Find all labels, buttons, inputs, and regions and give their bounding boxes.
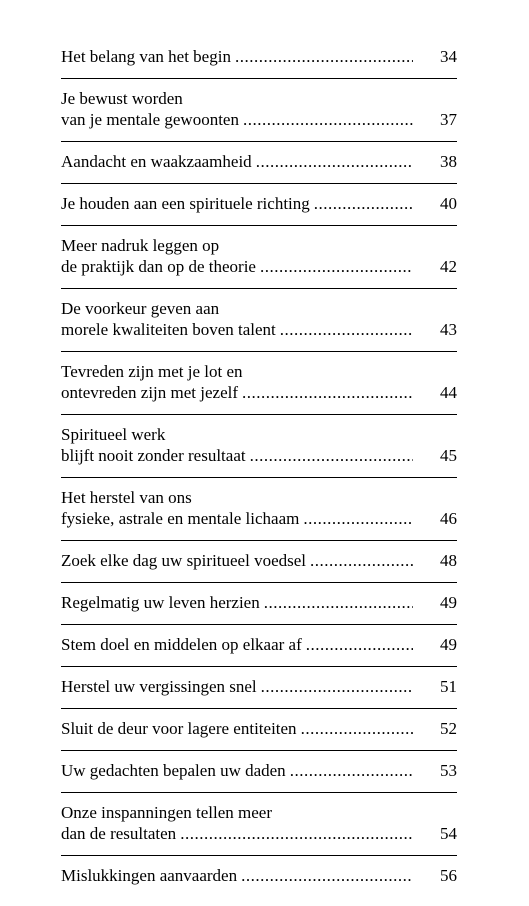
toc-entry-line [61,361,457,382]
toc-entry [61,802,457,856]
toc-entry-title: fysieke, astrale en mentale lichaam [61,509,300,528]
toc-entry-line [61,298,457,319]
dot-leader [280,319,413,340]
toc-entry-line [61,487,457,508]
toc-entry-title: ontevreden zijn met jezelf [61,383,238,402]
toc-entry-line [61,46,457,67]
toc-entry-title: morele kwaliteiten boven talent [61,320,276,339]
toc-entry [61,193,457,226]
toc-entry-line [61,592,457,613]
toc-entry-line [61,424,457,445]
dot-leader [314,193,413,214]
toc-entry-title: blijft nooit zonder resultaat [61,446,246,465]
toc-entry-title: Je bewust worden [61,89,183,108]
toc-entry-line [61,676,457,697]
toc-entry-line [61,193,457,214]
toc-entry-line [61,865,457,886]
toc-page-number: 56 [440,866,457,885]
toc-page-number: 43 [440,320,457,339]
toc-entry-title: Spiritueel werk [61,425,166,444]
dot-leader [242,382,413,403]
toc-entry [61,151,457,184]
toc-page-number: 46 [440,509,457,528]
toc-page-number: 38 [440,152,457,171]
toc-page-number: 42 [440,257,457,276]
toc-entry-line [61,550,457,571]
toc-entry-line [61,508,457,529]
table-of-contents [61,46,457,906]
toc-page-number: 51 [440,677,457,696]
toc-entry-title: Stem doel en middelen op elkaar af [61,635,302,654]
toc-entry-line [61,382,457,403]
dot-leader [260,256,413,277]
toc-entry [61,676,457,709]
toc-entry [61,718,457,751]
toc-entry [61,46,457,79]
toc-entry-line [61,718,457,739]
toc-page-number: 52 [440,719,457,738]
dot-leader [180,823,413,844]
dot-leader [290,760,413,781]
dot-leader [301,718,413,739]
dot-leader [243,109,413,130]
toc-entry-title: Het herstel van ons [61,488,192,507]
toc-page-number: 53 [440,761,457,780]
toc-page-number: 54 [440,824,457,843]
toc-page-number: 40 [440,194,457,213]
toc-entry-title: Onze inspanningen tellen meer [61,803,273,822]
toc-entry-line [61,109,457,130]
toc-entry-title: Zoek elke dag uw spiritueel voedsel [61,551,307,570]
toc-entry-line [61,823,457,844]
toc-page-number: 45 [440,446,457,465]
toc-entry-line [61,802,457,823]
toc-entry-line [61,151,457,172]
toc-entry [61,550,457,583]
dot-leader [264,592,413,613]
toc-entry-title: Je houden aan een spirituele richting [61,194,310,213]
toc-entry-line [61,235,457,256]
toc-entry-title: Herstel uw vergissingen snel [61,677,257,696]
toc-entry-line [61,760,457,781]
toc-entry [61,235,457,289]
toc-entry-title: Sluit de deur voor lagere entiteiten [61,719,297,738]
dot-leader [235,46,413,67]
toc-entry [61,487,457,541]
toc-entry [61,424,457,478]
toc-entry-title: Aandacht en waakzaamheid [61,152,252,171]
dot-leader [306,634,413,655]
toc-entry-title: Regelmatig uw leven herzien [61,593,260,612]
dot-leader [303,508,413,529]
dot-leader [250,445,413,466]
toc-entry-title: Het belang van het begin [61,47,231,66]
toc-entry-title: dan de resultaten [61,824,177,843]
toc-entry-line [61,319,457,340]
toc-entry-title: Meer nadruk leggen op [61,236,220,255]
toc-entry-title: Tevreden zijn met je lot en [61,362,243,381]
toc-page-number: 49 [440,593,457,612]
toc-entry-title: De voorkeur geven aan [61,299,220,318]
toc-entry-title: Uw gedachten bepalen uw daden [61,761,286,780]
toc-entry-title: Mislukkingen aanvaarden [61,866,238,885]
toc-entry-title: van je mentale gewoonten [61,110,239,129]
toc-entry [61,298,457,352]
dot-leader [241,865,413,886]
toc-entry [61,88,457,142]
toc-page-number: 34 [440,47,457,66]
toc-entry [61,760,457,793]
dot-leader [261,676,413,697]
toc-entry [61,865,457,897]
toc-page-number: 44 [440,383,457,402]
toc-page-number: 37 [440,110,457,129]
toc-page-number: 48 [440,551,457,570]
toc-entry [61,592,457,625]
toc-entry-line [61,634,457,655]
dot-leader [256,151,413,172]
toc-entry-line [61,445,457,466]
toc-entry-line [61,88,457,109]
dot-leader [310,550,413,571]
toc-entry [61,361,457,415]
toc-page-number: 49 [440,635,457,654]
toc-entry-line [61,256,457,277]
toc-entry [61,634,457,667]
toc-entry-title: de praktijk dan op de theorie [61,257,256,276]
